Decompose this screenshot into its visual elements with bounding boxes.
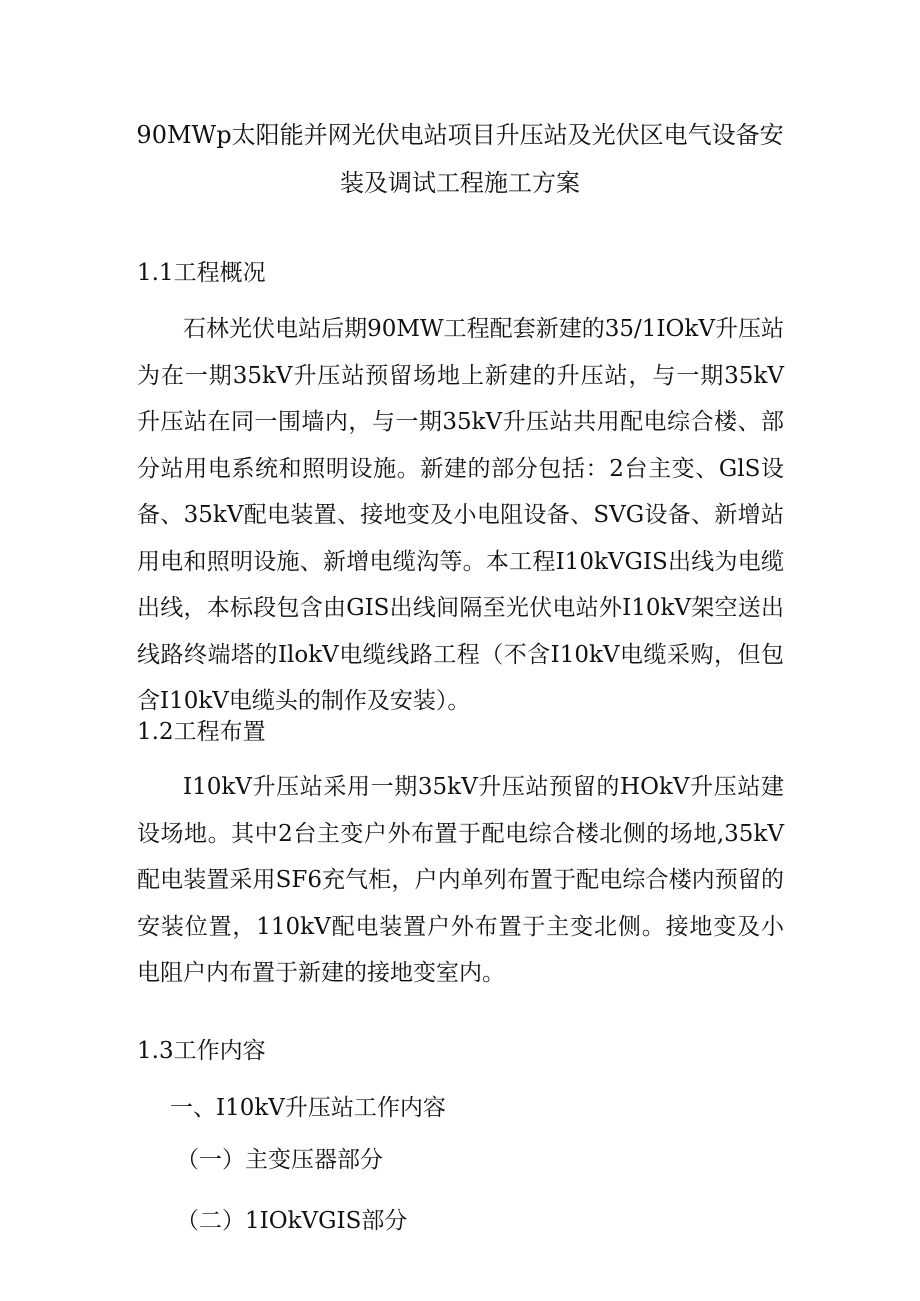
document-title-line-2: 装及调试工程施工方案 <box>340 169 580 197</box>
section-paragraph-1-2: I10kV升压站采用一期35kV升压站预留的HOkV升压站建设场地。其中2台主变户外布置于配电综合楼北侧的场地,35kV配电装置采用SF6充气柜，户内单列布置于配电综合楼内预留的安装位置，110kV配电装置户外布置于主变北侧。接地变及小电阻户内布置于新建的接地变室内。 <box>137 774 784 986</box>
section-heading-1-1: 1.1工程概况 <box>137 260 266 286</box>
work-item-110kv-substation: 一、I10kV升压站工作内容 <box>170 1095 446 1121</box>
section-heading-1-2: 1.2工程布置 <box>137 719 266 745</box>
section-paragraph-1-1: 石林光伏电站后期90MW工程配套新建的35/1IOkV升压站为在一期35kV升压站预留场地上新建的升压站，与一期35kV升压站在同一围墙内，与一期35kV升压站共用配电综合楼、部分站用电系统和照明设施。新建的部分包括：2台主变、GlS设备、35kV配电装置、接地变及小电阻设备、SVG设备、新增站用电和照明设施、新增电缆沟等。本工程I10kVGIS出线为电缆出线，本标段包含由GIS出线间隔至光伏电站外I10kV架空送出线路终端塔的IlokV电缆线路工程（不含I10kV电缆采购，但包含I10kV电缆头的制作及安装）。 <box>137 316 784 714</box>
section-heading-1-3: 1.3工作内容 <box>137 1038 266 1064</box>
work-item-gis: （二）1IOkVGIS部分 <box>176 1208 408 1234</box>
work-item-main-transformer: （一）主变压器部分 <box>176 1147 383 1173</box>
document-title-line-1: 90MWp太阳能并网光伏电站项目升压站及光伏区电气设备安 <box>136 121 784 149</box>
